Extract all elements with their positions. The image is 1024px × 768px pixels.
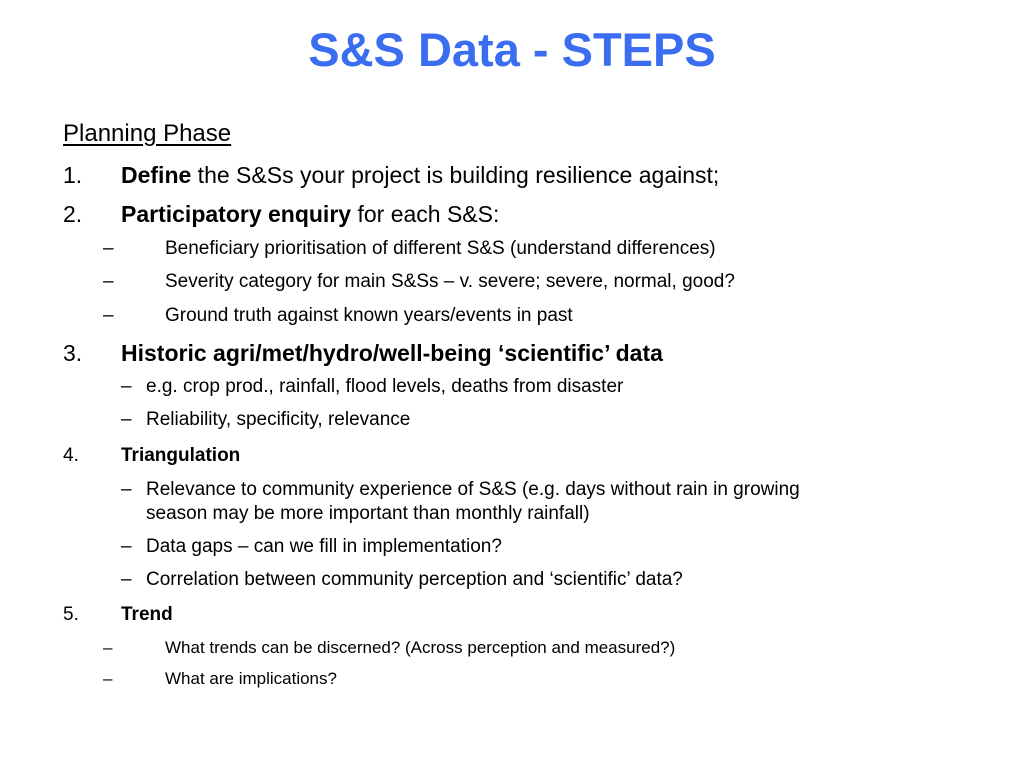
item-5-number: 5.	[63, 604, 79, 625]
slide-title: S&S Data - STEPS	[308, 23, 716, 76]
item-4-sub-2-dash: –	[121, 536, 132, 557]
item-4-number: 4.	[63, 445, 79, 466]
item-4-bold: Triangulation	[121, 445, 241, 466]
item-4-sub-3-dash: –	[121, 569, 132, 590]
item-2-sub-1: Beneficiary prioritisation of different S&S (understand differences)	[165, 238, 716, 259]
item-2-sub-2-dash: –	[103, 271, 114, 292]
item-4-sub-1-dash: –	[121, 479, 132, 500]
item-3-number: 3.	[63, 340, 83, 366]
item-3-sub-1-dash: –	[121, 376, 132, 397]
item-2-sub-2: Severity category for main S&Ss – v. severe; severe, normal, good?	[165, 271, 735, 292]
item-2-number: 2.	[63, 201, 83, 227]
section-heading: Planning Phase	[63, 120, 232, 147]
item-3-text	[121, 340, 663, 367]
item-5-sub-2-dash: –	[103, 669, 113, 688]
item-3-sub-2: Reliability, specificity, relevance	[146, 409, 411, 430]
item-4-sub-2: Data gaps – can we fill in implementation?	[146, 536, 502, 557]
item-5-sub-1: What trends can be discerned? (Across perception and measured?)	[165, 638, 676, 657]
item-1-rest: the S&Ss your project is building resilience against;	[191, 162, 720, 188]
item-3-sub-1: e.g. crop prod., rainfall, flood levels, deaths from disaster	[146, 376, 624, 397]
item-3-sub-2-dash: –	[121, 409, 132, 430]
item-4-sub-3: Correlation between community perception and ‘scientific’ data?	[146, 569, 683, 590]
item-5-text	[121, 604, 173, 626]
item-4-sub-1: Relevance to community experience of S&S (e.g. days without rain in growing	[146, 479, 800, 500]
item-4-text	[121, 445, 240, 467]
item-2-text	[121, 201, 499, 228]
item-4-sub-1-cont: season may be more important than monthly rainfall)	[146, 503, 590, 524]
item-2-sub-1-dash: –	[103, 238, 114, 259]
item-5-sub-1-dash: –	[103, 638, 113, 657]
item-5-bold: Trend	[121, 604, 173, 625]
item-2-sub-3-dash: –	[103, 305, 114, 326]
item-1-text	[121, 162, 719, 189]
item-1-bold: Define	[121, 162, 192, 188]
item-2-rest: for each S&S:	[351, 201, 500, 227]
item-3-bold: Historic agri/met/hydro/well-being ‘scientific’ data	[121, 340, 663, 366]
item-1-number: 1.	[63, 162, 83, 188]
item-2-sub-3: Ground truth against known years/events in past	[165, 305, 573, 326]
item-2-bold: Participatory enquiry	[121, 201, 352, 227]
item-5-sub-2: What are implications?	[165, 669, 337, 688]
